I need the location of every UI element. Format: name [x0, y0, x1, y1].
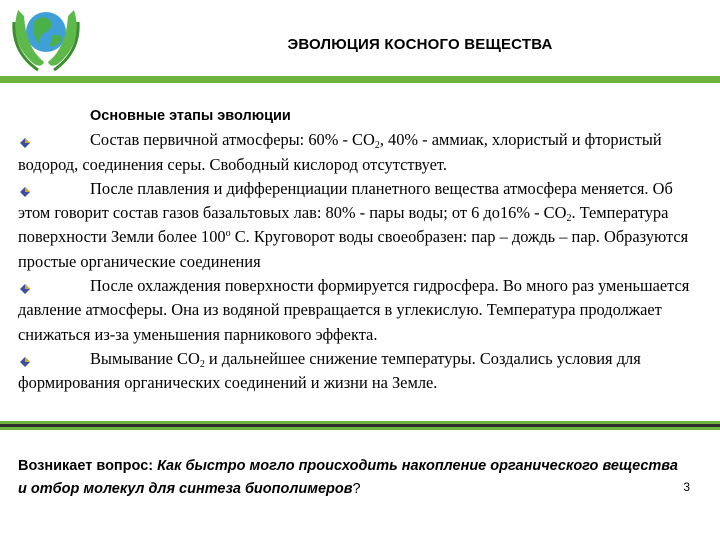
bullet-paragraph-3: После охлаждения поверхности формируется гидросфера. Во много раз уменьшается давление атмосферы. Она из водяной превращается в углекислую. Температура продолжает снижаться из-за уменьшения парникового эффекта.	[18, 276, 690, 344]
diamond-bullet-icon	[18, 356, 32, 368]
page-number: 3	[683, 480, 690, 494]
slide-content	[18, 104, 698, 396]
diamond-bullet-icon	[18, 186, 32, 198]
diamond-bullet-icon	[18, 283, 32, 295]
subheading: Основные этапы эволюции	[90, 108, 291, 124]
bullet-paragraph-2: После плавления и дифференциации планетного вещества атмосфера меняется. Об этом говорит состав газов базальтовых лав: 80% - пары воды; от 6 $до16\% - СО_2$. Температура поверхности Земли более $100^о$ С. Круговорот воды своеобразен: пар – дождь – пар. Образуются простые органические соединения	[18, 178, 689, 271]
header-divider	[0, 76, 720, 83]
content-divider	[0, 421, 720, 432]
question-block: Возникает вопрос: Как быстро могло происходить накопление органического вещества и отбор молекул для синтеза биополимеров?	[18, 458, 678, 497]
bullet-paragraph-1: Состав первичной атмосферы: $60\% - СО_2$, 40% - аммиак, хлористый и фтористый водород, соединения серы. Свободный кислород отсутствует.	[18, 130, 662, 174]
diamond-bullet-icon	[18, 137, 32, 149]
slide-title: ЭВОЛЮЦИЯ КОСНОГО ВЕЩЕСТВА	[287, 36, 553, 53]
bullet-paragraph-4: Вымывание $СО_2$ и дальнейшее снижение температуры. Создались условия для формирования органических соединений и жизни на Земле.	[18, 348, 641, 393]
globe-hands-logo	[4, 2, 88, 74]
